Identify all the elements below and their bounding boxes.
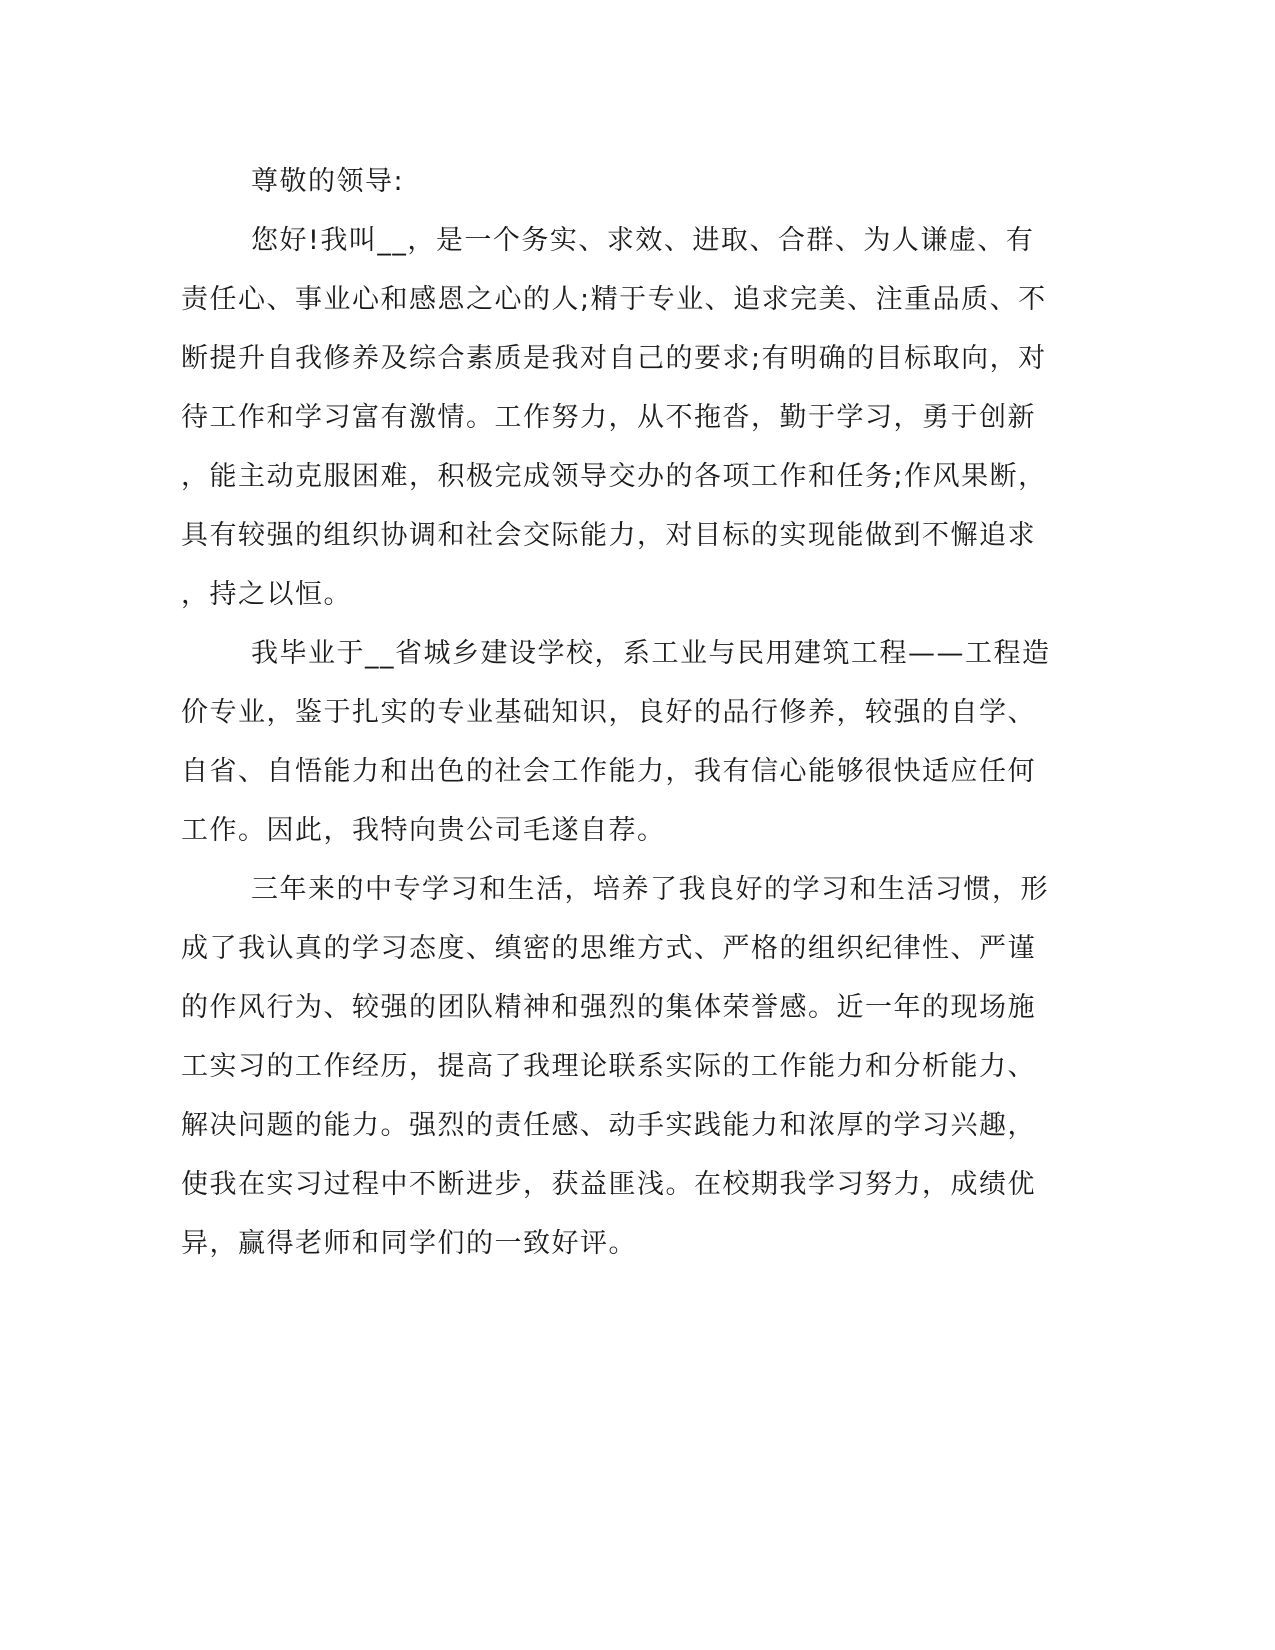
text-line: 您好!我叫__，是一个务实、求效、进取、合群、为人谦虚、有 <box>251 225 1035 256</box>
text-line: 待工作和学习富有激情。工作努力，从不拖沓，勤于学习，勇于创新 <box>181 402 1036 433</box>
text-line: 价专业，鉴于扎实的专业基础知识，良好的品行修养，较强的自学、 <box>181 697 1036 728</box>
text-line: 我毕业于__省城乡建设学校，系工业与民用建筑工程——工程造 <box>251 638 1051 669</box>
paragraph-education <box>181 624 1051 860</box>
text-line: 具有较强的组织协调和社会交际能力，对目标的实现能做到不懈追求 <box>181 520 1036 551</box>
paragraph-experience <box>181 860 1049 1273</box>
text-line: 异，赢得老师和同学们的一致好评。 <box>181 1228 637 1259</box>
text-line: 解决问题的能力。强烈的责任感、动手实践能力和浓厚的学习兴趣， <box>181 1110 1036 1141</box>
text-line: 断提升自我修养及综合素质是我对自己的要求;有明确的目标取向，对 <box>181 343 1047 374</box>
text-line: 三年来的中专学习和生活，培养了我良好的学习和生活习惯，形 <box>251 874 1049 905</box>
paragraph-introduction <box>181 211 1047 624</box>
text-line: 工作。因此，我特向贵公司毛遂自荐。 <box>181 815 666 846</box>
text-line: 使我在实习过程中不断进步，获益匪浅。在校期我学习努力，成绩优 <box>181 1169 1036 1200</box>
salutation: 尊敬的领导: <box>251 166 405 197</box>
letter-body <box>181 152 1051 1273</box>
text-line: 的作风行为、较强的团队精神和强烈的集体荣誉感。近一年的现场施 <box>181 992 1036 1023</box>
text-line: 成了我认真的学习态度、缜密的思维方式、严格的组织纪律性、严谨 <box>181 933 1036 964</box>
text-line: 责任心、事业心和感恩之心的人;精于专业、追求完美、注重品质、不 <box>181 284 1047 315</box>
text-line: ，能主动克服困难，积极完成领导交办的各项工作和任务;作风果断， <box>181 461 1047 492</box>
text-line: 工实习的工作经历，提高了我理论联系实际的工作能力和分析能力、 <box>181 1051 1036 1082</box>
text-line: 自省、自悟能力和出色的社会工作能力，我有信心能够很快适应任何 <box>181 756 1036 787</box>
text-line: ，持之以恒。 <box>181 579 352 610</box>
